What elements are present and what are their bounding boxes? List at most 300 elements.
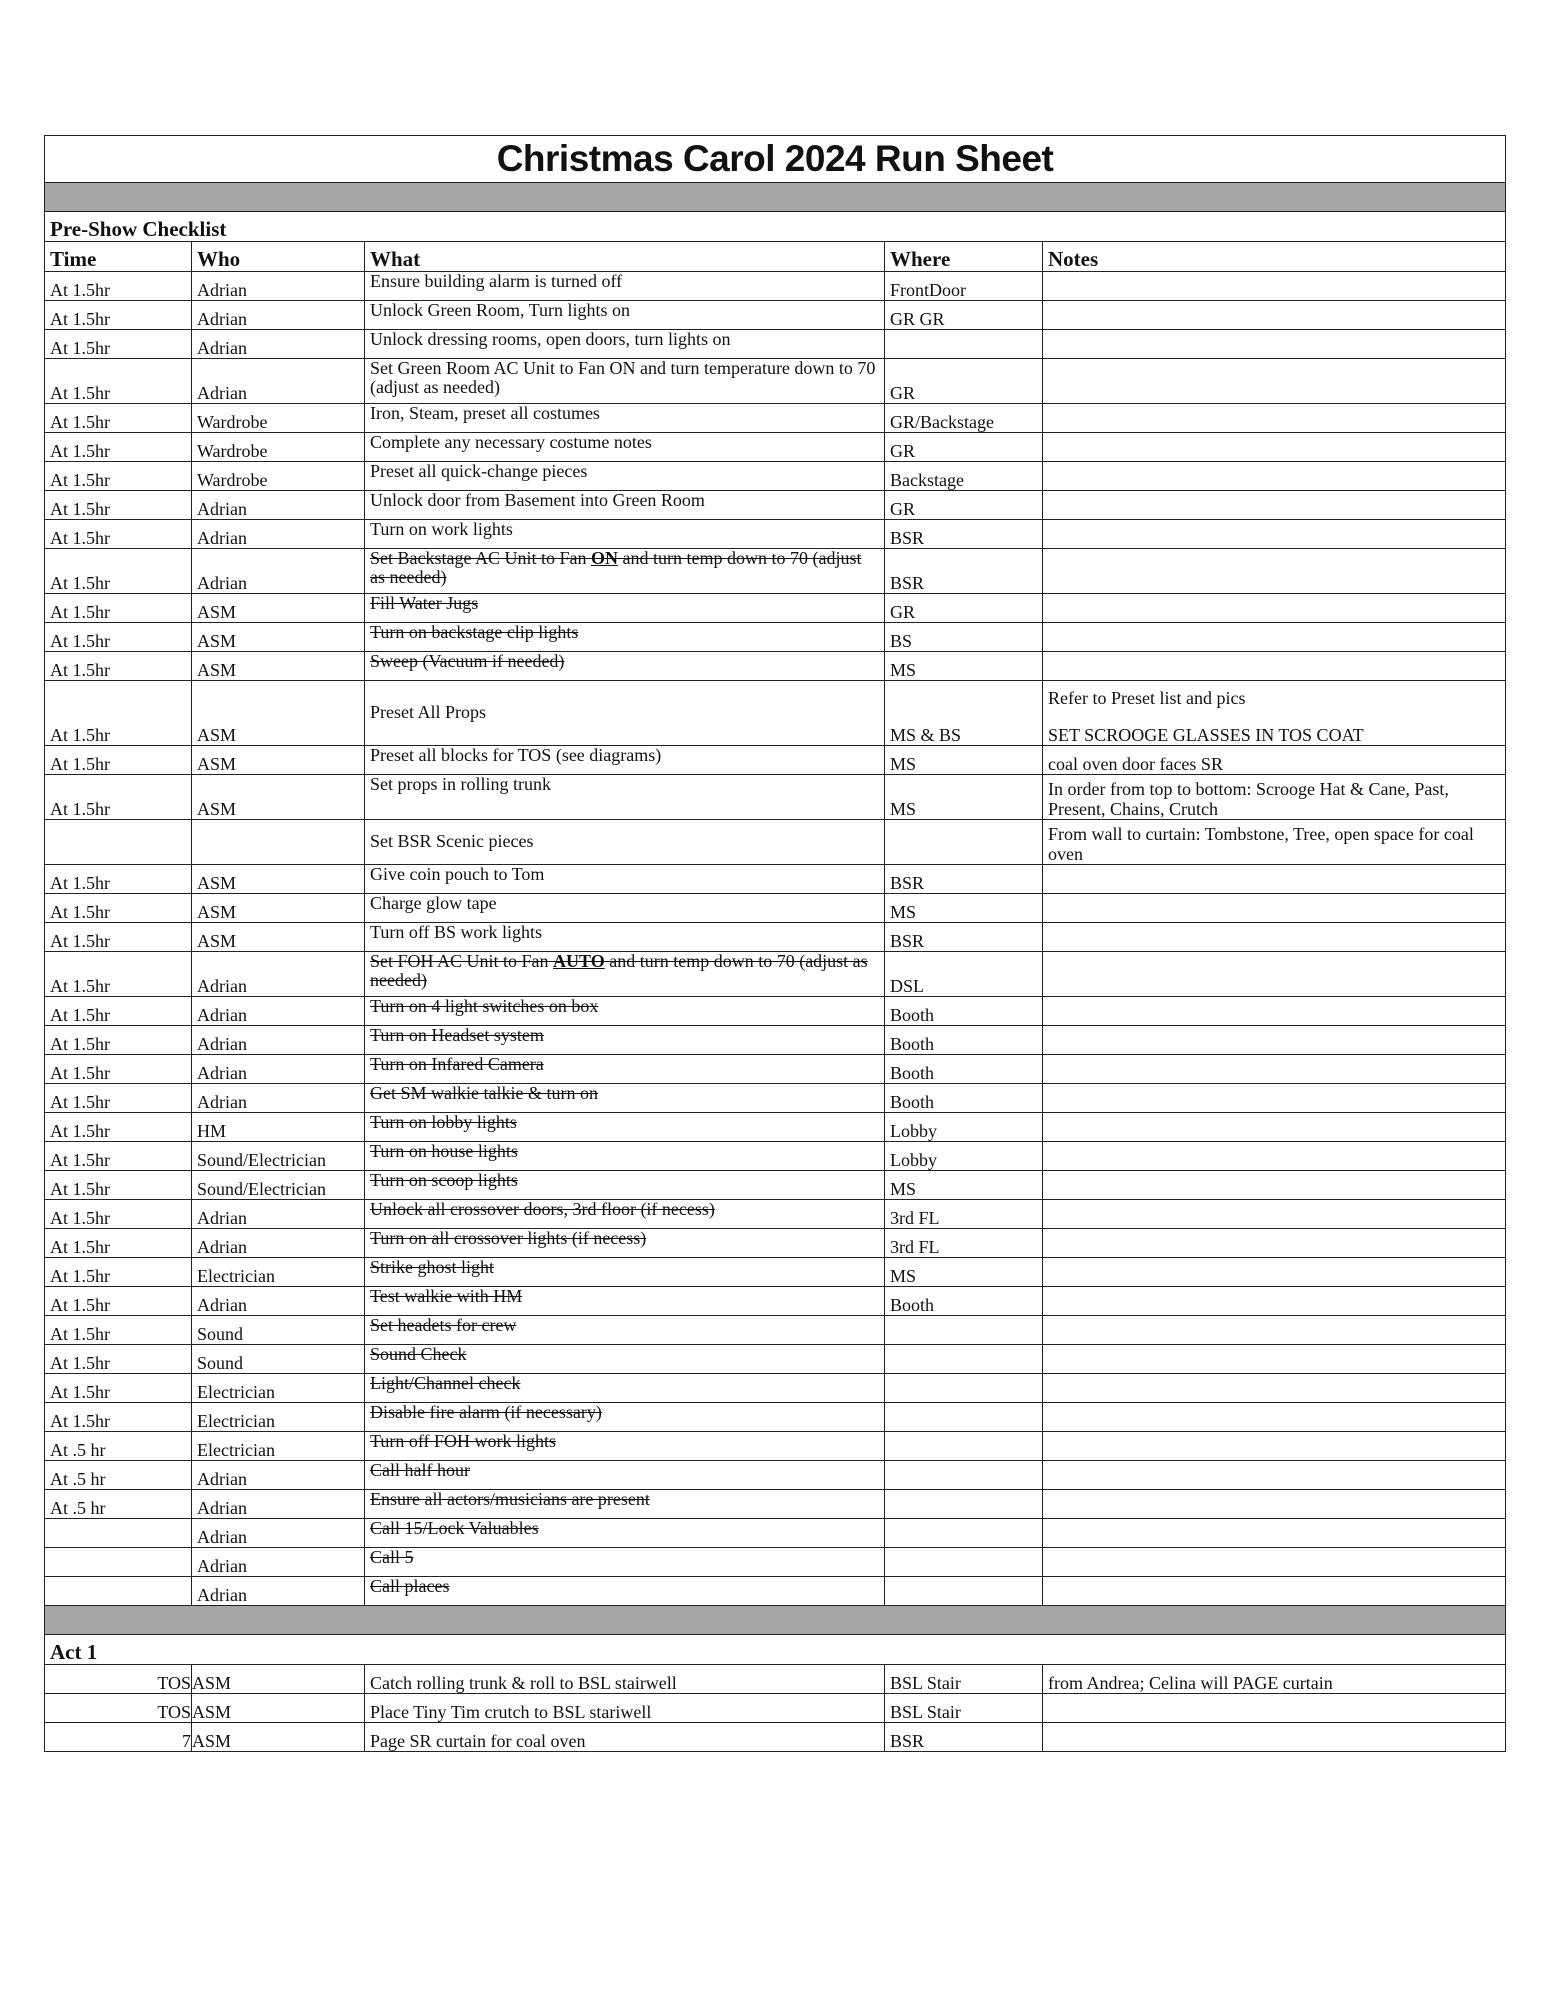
cell-where: Lobby: [885, 1142, 1043, 1171]
cell-notes: [1043, 1577, 1506, 1606]
table-row: [45, 681, 1506, 746]
cell-what: [365, 520, 885, 549]
table-row: [45, 746, 1506, 775]
task-text-part: Set Backstage AC Unit to Fan: [370, 548, 591, 568]
notes-line: Refer to Preset list and pics: [1048, 688, 1246, 708]
task-emphasis: AUTO: [553, 951, 605, 971]
table-row: [45, 404, 1506, 433]
cell-who: Wardrobe: [192, 433, 365, 462]
cell-where: [885, 820, 1043, 865]
cell-notes: [1043, 1229, 1506, 1258]
cell-what: [365, 594, 885, 623]
task-text: Sweep (Vacuum if needed): [370, 651, 565, 671]
task-text: Turn on Infared Camera: [370, 1054, 544, 1074]
cell-who: ASM: [192, 865, 365, 894]
task-text: [370, 952, 868, 991]
notes-line: SET SCROOGE GLASSES IN TOS COAT: [1048, 724, 1364, 745]
cell-where: [885, 1548, 1043, 1577]
cell-who: Sound: [192, 1345, 365, 1374]
cell-who: Adrian: [192, 1519, 365, 1548]
cell-who: Electrician: [192, 1403, 365, 1432]
cell-notes: [1043, 1345, 1506, 1374]
cell-time: At 1.5hr: [45, 952, 192, 997]
cell-where: DSL: [885, 952, 1043, 997]
cell-what: Catch rolling trunk & roll to BSL stairwell: [365, 1665, 885, 1694]
cell-what: [365, 1403, 885, 1432]
cell-notes: [1043, 1287, 1506, 1316]
cell-who: Sound/Electrician: [192, 1142, 365, 1171]
notes-stack: [1048, 689, 1500, 745]
cell-where: Booth: [885, 997, 1043, 1026]
cell-time: At 1.5hr: [45, 491, 192, 520]
cell-where: [885, 1519, 1043, 1548]
cell-where: BSR: [885, 1723, 1043, 1752]
cell-time: At 1.5hr: [45, 1374, 192, 1403]
cell-where: [885, 1403, 1043, 1432]
cell-where: GR: [885, 433, 1043, 462]
page-title: Christmas Carol 2024 Run Sheet: [45, 136, 1506, 183]
cell-what: [365, 1548, 885, 1577]
cell-notes: [1043, 652, 1506, 681]
cell-where: FrontDoor: [885, 272, 1043, 301]
cell-who: Wardrobe: [192, 462, 365, 491]
cell-time: At 1.5hr: [45, 1084, 192, 1113]
task-text: Unlock dressing rooms, open doors, turn lights on: [370, 329, 731, 349]
cell-who: Adrian: [192, 1461, 365, 1490]
cell-time: At 1.5hr: [45, 433, 192, 462]
cell-notes: [1043, 1113, 1506, 1142]
table-row: [45, 301, 1506, 330]
cell-notes: [1043, 1200, 1506, 1229]
cell-time: At 1.5hr: [45, 549, 192, 594]
cell-what: [365, 433, 885, 462]
task-text: Set Green Room AC Unit to Fan ON and turn temperature down to 70 (adjust as needed): [370, 358, 876, 398]
table-row: [45, 549, 1506, 594]
cell-what: [365, 1113, 885, 1142]
cell-who: Electrician: [192, 1258, 365, 1287]
task-text: Unlock Green Room, Turn lights on: [370, 300, 631, 320]
cell-where: [885, 1374, 1043, 1403]
cell-where: [885, 1461, 1043, 1490]
cell-what: [365, 952, 885, 997]
cell-what: [365, 894, 885, 923]
cell-where: MS: [885, 894, 1043, 923]
task-text: Call 15/Lock Valuables: [370, 1518, 539, 1538]
cell-what: [365, 549, 885, 594]
cell-where: GR GR: [885, 301, 1043, 330]
cell-time: [45, 1548, 192, 1577]
cell-time: At 1.5hr: [45, 1200, 192, 1229]
task-emphasis: ON: [590, 548, 618, 568]
cell-who: Adrian: [192, 1287, 365, 1316]
cell-where: BSL Stair: [885, 1694, 1043, 1723]
cell-where: [885, 1490, 1043, 1519]
task-text: Iron, Steam, preset all costumes: [370, 403, 600, 423]
cell-where: Booth: [885, 1055, 1043, 1084]
task-text: Turn on Headset system: [370, 1025, 544, 1045]
cell-notes: [1043, 1461, 1506, 1490]
cell-what: [365, 404, 885, 433]
cell-time: At .5 hr: [45, 1461, 192, 1490]
cell-time: At 1.5hr: [45, 865, 192, 894]
cell-where: Backstage: [885, 462, 1043, 491]
task-text-part: and turn temp down to 70 (adjust as needed): [370, 951, 868, 991]
task-text: Preset all quick-change pieces: [370, 461, 588, 481]
cell-who: Adrian: [192, 1026, 365, 1055]
table-row: [45, 1519, 1506, 1548]
table-row: [45, 1258, 1506, 1287]
table-row: [45, 1055, 1506, 1084]
cell-time: At 1.5hr: [45, 1142, 192, 1171]
cell-time: At 1.5hr: [45, 746, 192, 775]
cell-what: [365, 1345, 885, 1374]
cell-time: At 1.5hr: [45, 359, 192, 404]
cell-who: [192, 820, 365, 865]
cell-who: Sound: [192, 1316, 365, 1345]
task-text: Set headets for crew: [370, 1315, 517, 1335]
cell-who: ASM: [192, 1694, 365, 1723]
cell-time: At 1.5hr: [45, 1113, 192, 1142]
task-text: Disable fire alarm (if necessary): [370, 1402, 602, 1422]
header-what: What: [365, 242, 885, 272]
cell-time: TOS: [45, 1694, 192, 1723]
cell-what: [365, 1461, 885, 1490]
cell-notes: [1043, 1142, 1506, 1171]
cell-time: At 1.5hr: [45, 652, 192, 681]
cell-what: Place Tiny Tim crutch to BSL stariwell: [365, 1694, 885, 1723]
cell-who: Adrian: [192, 1490, 365, 1519]
cell-what: [365, 652, 885, 681]
table-row: [45, 952, 1506, 997]
cell-notes: [1043, 1403, 1506, 1432]
task-text: [370, 549, 861, 588]
table-row: [45, 1287, 1506, 1316]
run-sheet-table: [44, 135, 1506, 1752]
task-text: Ensure building alarm is turned off: [370, 271, 623, 291]
cell-time: At 1.5hr: [45, 462, 192, 491]
cell-who: Adrian: [192, 1548, 365, 1577]
table-row: [45, 1403, 1506, 1432]
cell-what: [365, 1084, 885, 1113]
table-row: [45, 923, 1506, 952]
cell-what: [365, 359, 885, 404]
cell-notes: [1043, 359, 1506, 404]
cell-what: [365, 1200, 885, 1229]
cell-who: ASM: [192, 746, 365, 775]
header-where: Where: [885, 242, 1043, 272]
cell-notes: [1043, 301, 1506, 330]
cell-notes: [1043, 997, 1506, 1026]
header-notes: Notes: [1043, 242, 1506, 272]
cell-who: Adrian: [192, 549, 365, 594]
cell-time: [45, 1577, 192, 1606]
cell-what: [365, 491, 885, 520]
table-row: [45, 1316, 1506, 1345]
cell-notes: From wall to curtain: Tombstone, Tree, open space for coal oven: [1043, 820, 1506, 865]
task-text-part: and turn temp down to 70 (adjust as needed): [370, 548, 862, 588]
preshow-section-label: Pre-Show Checklist: [45, 212, 1506, 242]
cell-what: [365, 1577, 885, 1606]
cell-who: Adrian: [192, 1229, 365, 1258]
cell-time: At 1.5hr: [45, 1316, 192, 1345]
cell-time: At 1.5hr: [45, 272, 192, 301]
cell-who: Electrician: [192, 1432, 365, 1461]
cell-notes: [1043, 1258, 1506, 1287]
cell-where: MS & BS: [885, 681, 1043, 746]
cell-notes: [1043, 1694, 1506, 1723]
table-row: [45, 1461, 1506, 1490]
cell-notes: [1043, 1374, 1506, 1403]
task-text: Turn on scoop lights: [370, 1170, 518, 1190]
cell-notes: [1043, 1055, 1506, 1084]
table-row: [45, 1200, 1506, 1229]
cell-where: BS: [885, 623, 1043, 652]
cell-where: Lobby: [885, 1113, 1043, 1142]
table-row: [45, 1142, 1506, 1171]
task-text-part: Set FOH AC Unit to Fan: [370, 951, 554, 971]
cell-time: At 1.5hr: [45, 594, 192, 623]
cell-what: [365, 775, 885, 820]
cell-notes: [1043, 865, 1506, 894]
cell-time: TOS: [45, 1665, 192, 1694]
cell-time: At 1.5hr: [45, 894, 192, 923]
cell-who: Adrian: [192, 1200, 365, 1229]
table-row: [45, 820, 1506, 865]
cell-where: 3rd FL: [885, 1229, 1043, 1258]
cell-where: BSR: [885, 865, 1043, 894]
cell-time: At 1.5hr: [45, 1055, 192, 1084]
cell-who: Sound/Electrician: [192, 1171, 365, 1200]
cell-what: [365, 1287, 885, 1316]
cell-where: [885, 330, 1043, 359]
cell-who: Adrian: [192, 1055, 365, 1084]
table-row: [45, 330, 1506, 359]
cell-time: At 1.5hr: [45, 1345, 192, 1374]
act1-section-label: Act 1: [45, 1635, 1506, 1665]
cell-who: Adrian: [192, 359, 365, 404]
cell-where: Booth: [885, 1084, 1043, 1113]
table-row: [45, 1694, 1506, 1723]
table-row: [45, 997, 1506, 1026]
cell-what: [365, 1258, 885, 1287]
table-row: [45, 1084, 1506, 1113]
cell-time: At 1.5hr: [45, 1287, 192, 1316]
cell-notes: [1043, 1490, 1506, 1519]
task-text: Turn on backstage clip lights: [370, 622, 579, 642]
cell-who: ASM: [192, 681, 365, 746]
task-text: Test walkie with HM: [370, 1286, 523, 1306]
header-time: Time: [45, 242, 192, 272]
cell-what: [365, 681, 885, 746]
cell-notes: [1043, 1723, 1506, 1752]
cell-where: GR/Backstage: [885, 404, 1043, 433]
cell-time: At 1.5hr: [45, 775, 192, 820]
cell-what: [365, 1026, 885, 1055]
cell-notes: [1043, 1519, 1506, 1548]
table-row: [45, 1026, 1506, 1055]
cell-what: [365, 330, 885, 359]
table-row: [45, 1113, 1506, 1142]
cell-time: At 1.5hr: [45, 923, 192, 952]
cell-time: At 1.5hr: [45, 1171, 192, 1200]
cell-what: [365, 865, 885, 894]
task-text: Fill Water Jugs: [370, 593, 479, 613]
cell-notes: coal oven door faces SR: [1043, 746, 1506, 775]
cell-what: [365, 1490, 885, 1519]
cell-notes: [1043, 549, 1506, 594]
cell-what: [365, 1229, 885, 1258]
cell-notes: [1043, 681, 1506, 746]
cell-who: Adrian: [192, 1577, 365, 1606]
cell-who: Wardrobe: [192, 404, 365, 433]
table-row: [45, 359, 1506, 404]
cell-where: MS: [885, 746, 1043, 775]
table-header-row: [45, 242, 1506, 272]
cell-notes: [1043, 923, 1506, 952]
cell-where: GR: [885, 594, 1043, 623]
cell-notes: [1043, 1026, 1506, 1055]
cell-where: Booth: [885, 1287, 1043, 1316]
table-row: [45, 1432, 1506, 1461]
cell-where: MS: [885, 1258, 1043, 1287]
cell-time: At 1.5hr: [45, 1403, 192, 1432]
cell-notes: [1043, 520, 1506, 549]
table-row: [45, 1229, 1506, 1258]
table-row: [45, 433, 1506, 462]
cell-notes: [1043, 1171, 1506, 1200]
header-who: Who: [192, 242, 365, 272]
task-text: Set BSR Scenic pieces: [370, 831, 534, 852]
task-text: Turn on work lights: [370, 519, 513, 539]
task-text: Unlock all crossover doors, 3rd floor (if necess): [370, 1199, 715, 1219]
cell-time: At 1.5hr: [45, 301, 192, 330]
table-row: [45, 1577, 1506, 1606]
table-row: [45, 520, 1506, 549]
cell-notes: [1043, 894, 1506, 923]
cell-notes: [1043, 594, 1506, 623]
table-row: [45, 272, 1506, 301]
table-row: [45, 491, 1506, 520]
task-text: Preset All Props: [370, 702, 487, 723]
cell-time: At 1.5hr: [45, 404, 192, 433]
cell-where: MS: [885, 775, 1043, 820]
cell-what: [365, 1171, 885, 1200]
cell-where: [885, 1577, 1043, 1606]
cell-time: At 1.5hr: [45, 623, 192, 652]
cell-what: [365, 623, 885, 652]
cell-notes: In order from top to bottom: Scrooge Hat & Cane, Past, Present, Chains, Crutch: [1043, 775, 1506, 820]
table-row: [45, 1345, 1506, 1374]
task-text: Turn on lobby lights: [370, 1112, 517, 1132]
cell-what: [365, 1374, 885, 1403]
table-row: [45, 594, 1506, 623]
cell-what: [365, 997, 885, 1026]
cell-who: Adrian: [192, 272, 365, 301]
task-text: Turn on 4 light switches on box: [370, 996, 599, 1016]
cell-notes: [1043, 330, 1506, 359]
cell-where: BSL Stair: [885, 1665, 1043, 1694]
cell-where: 3rd FL: [885, 1200, 1043, 1229]
cell-who: Adrian: [192, 330, 365, 359]
table-row: [45, 1548, 1506, 1577]
cell-where: [885, 1432, 1043, 1461]
cell-notes: [1043, 462, 1506, 491]
table-row: [45, 775, 1506, 820]
cell-who: Adrian: [192, 997, 365, 1026]
cell-where: BSR: [885, 520, 1043, 549]
cell-what: [365, 301, 885, 330]
cell-who: ASM: [192, 894, 365, 923]
cell-time: At 1.5hr: [45, 1229, 192, 1258]
table-row: [45, 462, 1506, 491]
cell-where: GR: [885, 491, 1043, 520]
table-row: [45, 652, 1506, 681]
cell-who: Adrian: [192, 301, 365, 330]
cell-what: [365, 1316, 885, 1345]
cell-time: At 1.5hr: [45, 1026, 192, 1055]
task-text: Turn on house lights: [370, 1141, 518, 1161]
table-row: [45, 1723, 1506, 1752]
cell-what: [365, 746, 885, 775]
task-text: Sound Check: [370, 1344, 467, 1364]
task-text: Get SM walkie talkie & turn on: [370, 1083, 598, 1103]
task-text: Strike ghost light: [370, 1257, 495, 1277]
task-text: Charge glow tape: [370, 893, 497, 913]
table-row: [45, 1374, 1506, 1403]
cell-notes: [1043, 952, 1506, 997]
cell-who: ASM: [192, 594, 365, 623]
table-row: [45, 865, 1506, 894]
cell-notes: [1043, 1084, 1506, 1113]
cell-time: 7: [45, 1723, 192, 1752]
cell-notes: [1043, 272, 1506, 301]
cell-notes: [1043, 623, 1506, 652]
cell-notes: [1043, 1316, 1506, 1345]
cell-notes: [1043, 433, 1506, 462]
cell-time: At 1.5hr: [45, 1258, 192, 1287]
table-row: [45, 894, 1506, 923]
cell-notes: from Andrea; Celina will PAGE curtain: [1043, 1665, 1506, 1694]
task-text: Turn off BS work lights: [370, 922, 543, 942]
cell-who: ASM: [192, 923, 365, 952]
task-text: Ensure all actors/musicians are present: [370, 1489, 650, 1509]
cell-who: ASM: [192, 652, 365, 681]
task-text: Set props in rolling trunk: [370, 774, 551, 794]
cell-what: [365, 923, 885, 952]
cell-what: Page SR curtain for coal oven: [365, 1723, 885, 1752]
cell-who: ASM: [192, 1665, 365, 1694]
task-text: Give coin pouch to Tom: [370, 864, 545, 884]
cell-what: [365, 1142, 885, 1171]
cell-who: Adrian: [192, 952, 365, 997]
task-text: Preset all blocks for TOS (see diagrams): [370, 745, 662, 765]
cell-time: At 1.5hr: [45, 681, 192, 746]
cell-what: [365, 820, 885, 865]
cell-time: At .5 hr: [45, 1432, 192, 1461]
cell-where: Booth: [885, 1026, 1043, 1055]
cell-who: HM: [192, 1113, 365, 1142]
cell-notes: [1043, 491, 1506, 520]
cell-what: [365, 1432, 885, 1461]
cell-notes: [1043, 1432, 1506, 1461]
cell-who: ASM: [192, 775, 365, 820]
cell-where: MS: [885, 1171, 1043, 1200]
cell-who: ASM: [192, 623, 365, 652]
cell-what: [365, 462, 885, 491]
cell-time: At 1.5hr: [45, 997, 192, 1026]
cell-time: At 1.5hr: [45, 330, 192, 359]
cell-where: MS: [885, 652, 1043, 681]
